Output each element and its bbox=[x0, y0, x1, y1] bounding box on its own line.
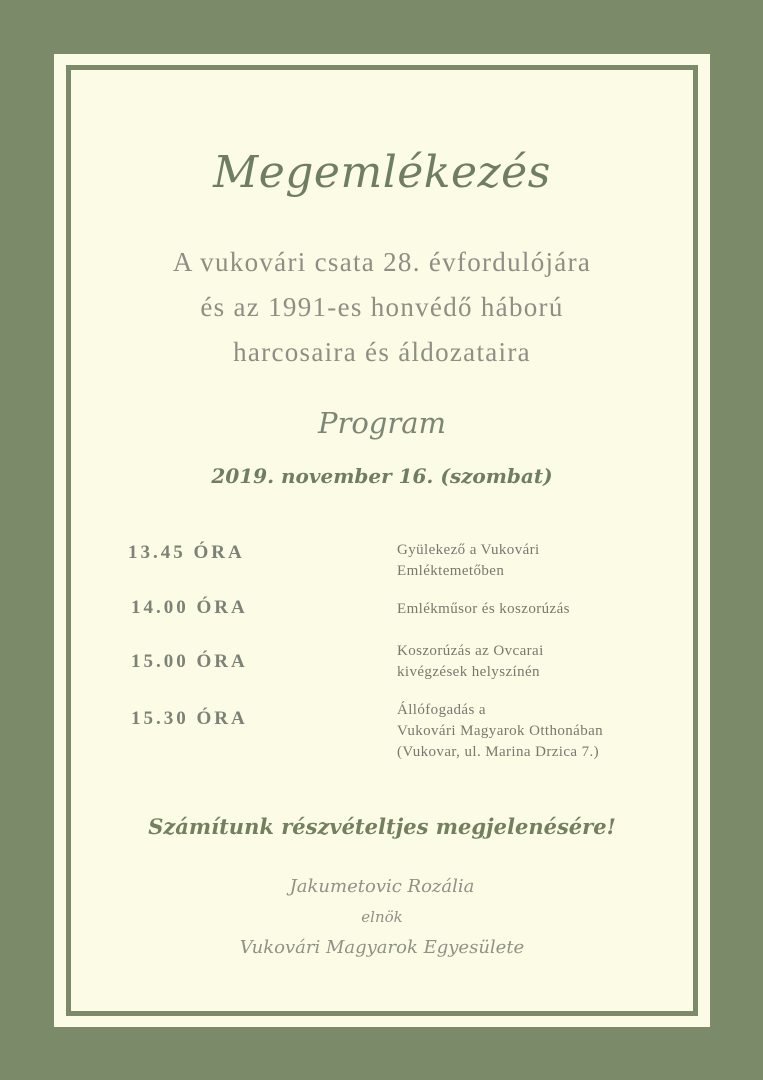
signature-organization: Vukovári Magyarok Egyesülete bbox=[239, 937, 525, 958]
closing-message: Számítunk részvételtjes megjelenésére! bbox=[148, 814, 616, 839]
program-description bbox=[397, 540, 540, 582]
description-line: Vukovári Magyarok Otthonában bbox=[397, 723, 604, 739]
program-time: 13.45 ÓRA bbox=[128, 542, 245, 563]
program-time: 15.00 ÓRA bbox=[131, 651, 248, 672]
description-line: Emlékműsor és koszorúzás bbox=[397, 601, 570, 617]
description-line: (Vukovar, ul. Marina Drzica 7.) bbox=[397, 744, 600, 760]
program-description bbox=[397, 700, 603, 763]
invitation-card bbox=[54, 54, 710, 1027]
subtitle-line: harcosaira és áldozataira bbox=[233, 337, 531, 367]
page-title: Megemlékezés bbox=[213, 147, 551, 198]
signature-name: Jakumetovic Rozália bbox=[289, 876, 475, 897]
subtitle bbox=[54, 240, 710, 375]
program-date: 2019. november 16. (szombat) bbox=[211, 464, 553, 488]
signature-role: elnök bbox=[361, 908, 403, 926]
program-description bbox=[397, 599, 570, 620]
program-time: 15.30 ÓRA bbox=[131, 708, 248, 729]
signature-block bbox=[54, 872, 710, 964]
description-line: Emléktemetőben bbox=[397, 563, 505, 579]
program-heading: Program bbox=[317, 406, 447, 440]
description-line: Koszorúzás az Ovcarai bbox=[397, 643, 544, 659]
description-line: Gyülekező a Vukovári bbox=[397, 542, 540, 558]
program-time: 14.00 ÓRA bbox=[131, 597, 248, 618]
description-line: Állófogadás a bbox=[397, 702, 486, 718]
subtitle-line: és az 1991-es honvédő háború bbox=[200, 292, 564, 322]
program-description bbox=[397, 641, 544, 683]
subtitle-line: A vukovári csata 28. évfordulójára bbox=[172, 247, 592, 277]
description-line: kivégzések helyszínén bbox=[397, 664, 540, 680]
